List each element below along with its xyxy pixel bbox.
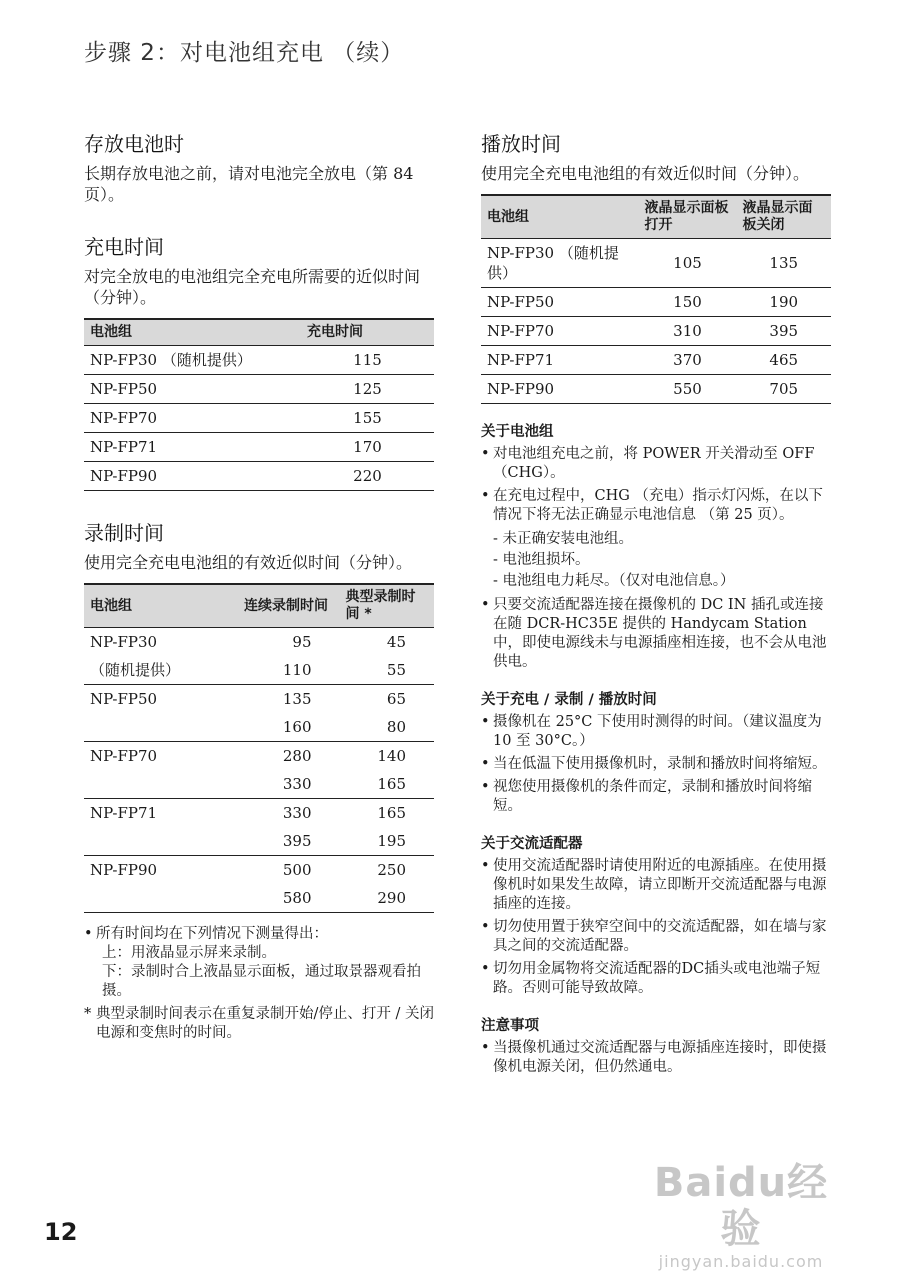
charging-table <box>84 318 434 491</box>
battery-note: （随机提供） <box>90 661 181 679</box>
table-row <box>481 239 831 288</box>
table-row <box>84 770 434 799</box>
list-item <box>84 1005 434 1043</box>
list-item: • 视您使用摄像机的条件而定，录制和播放时间将缩短。 <box>481 778 831 816</box>
table-row <box>84 375 434 404</box>
right-column <box>481 128 831 1081</box>
watermark-logo: Baidu经验 <box>653 1160 829 1252</box>
asterisk-mark: * <box>84 1006 92 1022</box>
note-text: 所有时间均在下列情况下测量得出： <box>96 926 328 942</box>
about-time-list <box>481 713 831 816</box>
table-row <box>481 288 831 317</box>
table-row <box>84 685 434 714</box>
caution-heading: 注意事项 <box>481 1018 539 1034</box>
playback-text: 使用完全充电电池组的有效近似时间（分钟）。 <box>481 164 810 183</box>
table-row <box>481 346 831 375</box>
charging-section <box>84 231 434 491</box>
table-cell: NP-FP90 <box>487 380 555 398</box>
table-cell: 290 <box>377 889 406 907</box>
table-cell: 95 <box>292 633 312 651</box>
watermark <box>636 1160 846 1271</box>
list-item: • 当摄像机通过交流适配器与电源插座连接时，即使摄像机电源关闭，但仍然通电。 <box>481 1039 831 1077</box>
table-cell: NP-FP71 <box>487 351 555 369</box>
table-row <box>84 856 434 885</box>
recording-text: 使用完全充电电池组的有效近似时间（分钟）。 <box>84 553 413 572</box>
caution-list <box>481 1039 831 1077</box>
about-battery-list-2 <box>481 596 831 672</box>
list-item: • 在充电过程中，CHG （充电）指示灯闪烁，在以下情况下将无法正确显示电池信息 （第 25 页）。 <box>481 487 831 525</box>
table-cell: 135 <box>282 690 312 708</box>
table-row <box>84 713 434 742</box>
recording-table-header <box>84 584 434 628</box>
charging-table-header <box>84 319 434 346</box>
page-title: 步骤 2：对电池组充电 （续） <box>84 40 405 66</box>
table-cell: NP-FP90 <box>90 861 158 879</box>
table-cell: 220 <box>353 467 382 485</box>
table-cell: 155 <box>353 409 382 427</box>
battery-name: NP-FP30 <box>90 633 158 651</box>
table-row <box>84 628 434 657</box>
table-cell: 190 <box>769 293 799 311</box>
column-header: 连续录制时间 <box>238 584 340 628</box>
table-row <box>84 884 434 913</box>
table-row <box>84 462 434 491</box>
recording-notes <box>84 925 434 1043</box>
table-cell: 250 <box>377 861 406 879</box>
page-number: 12 <box>44 1218 78 1246</box>
column-header: 典型录制时间 * <box>340 584 435 628</box>
playback-section <box>481 128 831 404</box>
table-cell: 395 <box>282 832 312 850</box>
storage-section <box>84 128 434 205</box>
table-cell: 110 <box>282 661 312 679</box>
playback-heading: 播放时间 <box>481 132 561 156</box>
bullet-mark: • <box>84 926 93 942</box>
table-cell: NP-FP71 <box>90 804 158 822</box>
table-cell: 370 <box>673 351 702 369</box>
table-cell: 395 <box>769 322 799 340</box>
caution-section <box>481 1014 831 1077</box>
note-text: 典型录制时间表示在重复录制开始/停止、打开 / 关闭电源和变焦时的时间。 <box>96 1006 434 1041</box>
list-item: • 当在低温下使用摄像机时，录制和播放时间将缩短。 <box>481 755 831 774</box>
about-battery-heading: 关于电池组 <box>481 424 554 440</box>
table-cell <box>84 827 238 856</box>
table-cell: 310 <box>673 322 702 340</box>
table-cell: 65 <box>386 690 406 708</box>
list-item: • 使用交流适配器时请使用附近的电源插座。在使用摄像机时如果发生故障，请立即断开交流适配器与电源插座的连接。 <box>481 857 831 914</box>
table-cell: 160 <box>282 718 312 736</box>
about-adapter-list <box>481 857 831 998</box>
column-header: 充电时间 <box>301 319 434 346</box>
table-cell: 45 <box>386 633 406 651</box>
table-cell: 550 <box>673 380 702 398</box>
table-row <box>84 799 434 828</box>
battery-condition-list <box>481 529 831 592</box>
table-cell: 580 <box>282 889 312 907</box>
list-item <box>84 925 434 1001</box>
list-item: - 电池组损坏。 <box>493 552 590 568</box>
table-cell: NP-FP50 <box>90 690 158 708</box>
list-item: • 切勿使用置于狭窄空间中的交流适配器，如在墙与家具之间的交流适配器。 <box>481 918 831 956</box>
recording-section <box>84 517 434 1043</box>
list-item: • 只要交流适配器连接在摄像机的 DC IN 插孔或连接在随 DCR-HC35E 提供的 Handycam Station 中，即使电源线未与电源插座相连接，也不会从电池供电。 <box>481 596 831 672</box>
storage-heading: 存放电池时 <box>84 132 184 156</box>
about-adapter-heading: 关于交流适配器 <box>481 836 583 852</box>
table-cell: NP-FP90 <box>90 467 158 485</box>
table-cell <box>84 713 238 742</box>
table-cell: 330 <box>282 804 312 822</box>
column-header: 液晶显示面板关闭 <box>737 195 832 239</box>
table-row <box>84 656 434 685</box>
about-time-heading: 关于充电 / 录制 / 播放时间 <box>481 692 657 708</box>
table-cell <box>84 628 238 657</box>
table-cell <box>84 656 238 685</box>
playback-table <box>481 194 831 404</box>
table-cell: NP-FP70 <box>90 409 158 427</box>
table-row <box>481 375 831 404</box>
recording-table <box>84 583 434 913</box>
table-cell: 150 <box>673 293 702 311</box>
table-cell: NP-FP50 <box>487 293 555 311</box>
column-header: 电池组 <box>84 319 301 346</box>
about-time-section <box>481 688 831 816</box>
table-cell: 195 <box>377 832 406 850</box>
about-adapter-section <box>481 832 831 998</box>
watermark-url: jingyan.baidu.com <box>658 1252 824 1271</box>
table-cell: 80 <box>386 718 406 736</box>
table-cell: 330 <box>282 775 312 793</box>
charging-text: 对完全放电的电池组完全充电所需要的近似时间 （分钟）。 <box>84 267 421 307</box>
table-row <box>84 742 434 771</box>
table-cell: 165 <box>377 804 406 822</box>
table-cell: NP-FP50 <box>90 380 158 398</box>
charging-heading: 充电时间 <box>84 235 164 259</box>
column-header: 电池组 <box>84 584 238 628</box>
left-column <box>84 128 434 1069</box>
table-cell: 465 <box>769 351 799 369</box>
table-row <box>84 827 434 856</box>
table-row <box>84 404 434 433</box>
column-header: 液晶显示面板打开 <box>639 195 737 239</box>
recording-heading: 录制时间 <box>84 521 164 545</box>
about-battery-list <box>481 445 831 525</box>
table-cell <box>84 770 238 799</box>
playback-table-header <box>481 195 831 239</box>
storage-text: 长期存放电池之前，请对电池完全放电（第 84 页）。 <box>84 164 414 204</box>
note-text: 下：录制时合上液晶显示面板，通过取景器观看拍摄。 <box>102 964 421 999</box>
list-item: • 切勿用金属物将交流适配器的DC插头或电池端子短路。否则可能导致故障。 <box>481 960 831 998</box>
table-cell: NP-FP30 （随机提供） <box>487 244 619 282</box>
table-row <box>481 317 831 346</box>
table-cell: 165 <box>377 775 406 793</box>
list-item: - 电池组电力耗尽。（仅对电池信息。） <box>493 573 735 589</box>
column-header: 电池组 <box>481 195 639 239</box>
table-row <box>84 433 434 462</box>
table-cell: 140 <box>377 747 406 765</box>
table-cell: NP-FP70 <box>90 747 158 765</box>
table-cell: 105 <box>673 254 702 272</box>
table-cell: 55 <box>386 661 406 679</box>
table-cell: 280 <box>282 747 312 765</box>
table-cell: 705 <box>769 380 799 398</box>
table-cell <box>84 884 238 913</box>
table-cell: 500 <box>282 861 312 879</box>
table-cell: 125 <box>353 380 382 398</box>
note-text: 上：用液晶显示屏来录制。 <box>102 945 276 961</box>
list-item: - 未正确安装电池组。 <box>493 531 634 547</box>
table-row <box>84 346 434 375</box>
list-item: • 摄像机在 25°C 下使用时测得的时间。（建议温度为 10 至 30°C。） <box>481 713 831 751</box>
table-cell: 170 <box>353 438 382 456</box>
table-cell: NP-FP70 <box>487 322 555 340</box>
table-cell: NP-FP71 <box>90 438 158 456</box>
about-battery-section <box>481 420 831 672</box>
table-cell: 135 <box>769 254 799 272</box>
table-cell: NP-FP30 （随机提供） <box>90 351 252 369</box>
list-item: • 对电池组充电之前，将 POWER 开关滑动至 OFF （CHG）。 <box>481 445 831 483</box>
table-cell: 115 <box>353 351 382 369</box>
